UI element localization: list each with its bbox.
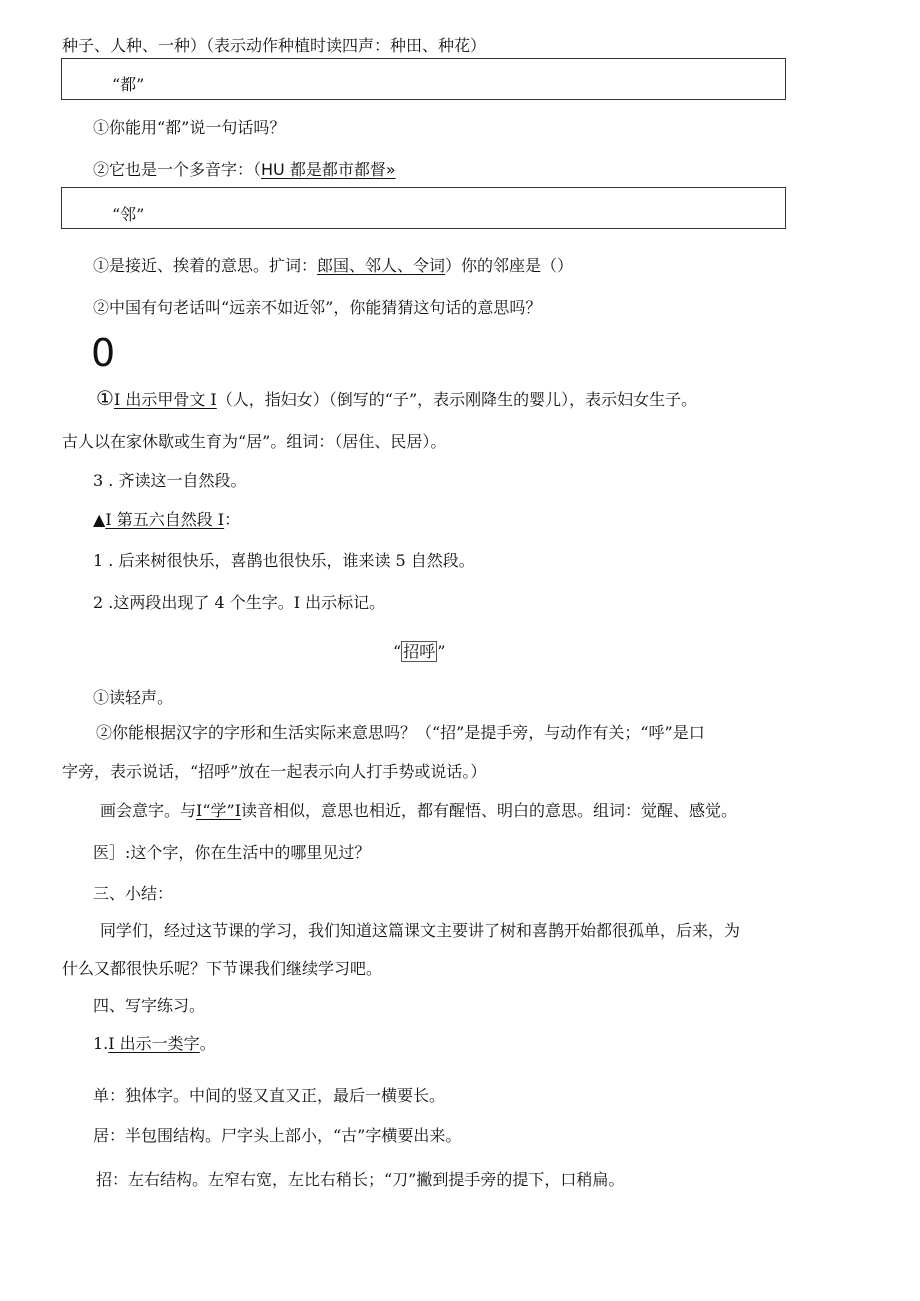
section-56-label: I 第五六自然段 I <box>105 510 225 529</box>
text-line-ju: 居：半包围结构。尸字头上部小，“古”字横要出来。 <box>93 1126 462 1145</box>
text-line-du-polyphone <box>93 160 396 180</box>
lin-meaning-suffix: ）你的邻座是（） <box>445 256 574 275</box>
character-label-du: “都” <box>112 75 145 94</box>
text-line-summary-1: 同学们，经过这节课的学习，我们知道这篇课文主要讲了树和喜鹊开始都很孤单，后来，为 <box>100 921 741 940</box>
section-heading-writing: 四、写字练习。 <box>93 996 206 1015</box>
lin-expanded-words: 郎国、邻人、令词 <box>317 256 446 275</box>
text-line-du-sentence: ①你能用“都”说一句话吗？ <box>93 118 286 137</box>
text-line-step-2: 2 .这两段出现了 4 个生字。I 出示标记。 <box>93 593 386 612</box>
character-box-du <box>61 58 786 100</box>
lin-meaning-prefix: ①是接近、挨着的意思。扩词： <box>93 256 318 275</box>
text-line-lin-meaning <box>93 256 573 276</box>
text-line-jue-meaning <box>100 801 737 821</box>
jue-xue-label: I“学”I <box>196 801 242 820</box>
text-line-summary-2: 什么又都很快乐呢？下节课我们继续学习吧。 <box>62 959 383 978</box>
text-line-section-56 <box>93 510 240 530</box>
du-polyphone-words: HU 都是都市都督» <box>261 160 396 179</box>
text-line-proverb: ②中国有句老话叫“远亲不如近邻”，你能猜猜这句话的意思吗？ <box>93 298 542 317</box>
text-line-zhaohu-heading <box>393 642 445 662</box>
text-line-light-tone: ①读轻声。 <box>93 688 174 707</box>
text-line-where-seen: 医］:这个字，你在生活中的哪里见过？ <box>93 843 371 862</box>
text-line-step-1: 1 . 后来树很快乐，喜鹊也很快乐，谁来读 5 自然段。 <box>93 551 475 570</box>
text-line-oracle-bone <box>96 388 697 410</box>
text-line-read-together: 3 . 齐读这一自然段。 <box>93 471 247 490</box>
text-line-zhaohu-meaning-2: 字旁，表示说话，“招呼”放在一起表示向人打手势或说话。） <box>62 762 487 781</box>
show-characters-label: I 出示一类字 <box>108 1034 200 1053</box>
zhaohu-open-quote: “ <box>393 642 402 661</box>
text-line-polyphone-zhong: 种子、人种、一种）（表示动作种植时读四声：种田、种花） <box>62 36 487 55</box>
section-heading-summary: 三、小结： <box>93 884 174 903</box>
zhaohu-boxed-word: 招呼 <box>403 642 436 661</box>
oracle-bone-explanation: （人，指妇女）（倒写的“子”，表示刚降生的婴儿），表示妇女生子。 <box>216 390 698 409</box>
triangle-marker: ▲ <box>93 510 106 529</box>
text-line-show-characters <box>93 1034 216 1054</box>
character-label-lin: “邻” <box>112 205 145 224</box>
zhaohu-close-quote: ” <box>437 642 446 661</box>
jue-explanation: 读音相似，意思也相近，都有醒悟、明白的意思。组词：觉醒、感觉。 <box>241 801 738 820</box>
section-56-colon: ： <box>224 510 241 529</box>
circled-number-one: ① <box>96 386 114 410</box>
jue-prefix: 画会意字。与 <box>100 801 197 820</box>
oracle-bone-label: I 出示甲骨文 I <box>113 390 217 409</box>
text-line-zhaohu-meaning-1: ②你能根据汉字的字形和生活实际来意思吗？（“招”是提手旁，与动作有关；“呼”是口 <box>96 723 705 742</box>
text-line-dan: 单：独体字。中间的竖又直又正，最后一横要长。 <box>93 1086 446 1105</box>
du-polyphone-prefix: ②它也是一个多音字：（ <box>93 160 262 179</box>
large-zero-mark: 0 <box>91 331 116 375</box>
text-line-ju-meaning: 古人以在家休歇或生育为“居”。组词：（居住、民居）。 <box>62 432 447 451</box>
show-characters-number: 1. <box>93 1034 109 1053</box>
text-line-zhao: 招：左右结构。左窄右宽，左比右稍长；“刀”撇到提手旁的提下，口稍扁。 <box>96 1170 625 1189</box>
character-box-lin <box>61 187 786 229</box>
show-characters-period: 。 <box>199 1034 216 1053</box>
